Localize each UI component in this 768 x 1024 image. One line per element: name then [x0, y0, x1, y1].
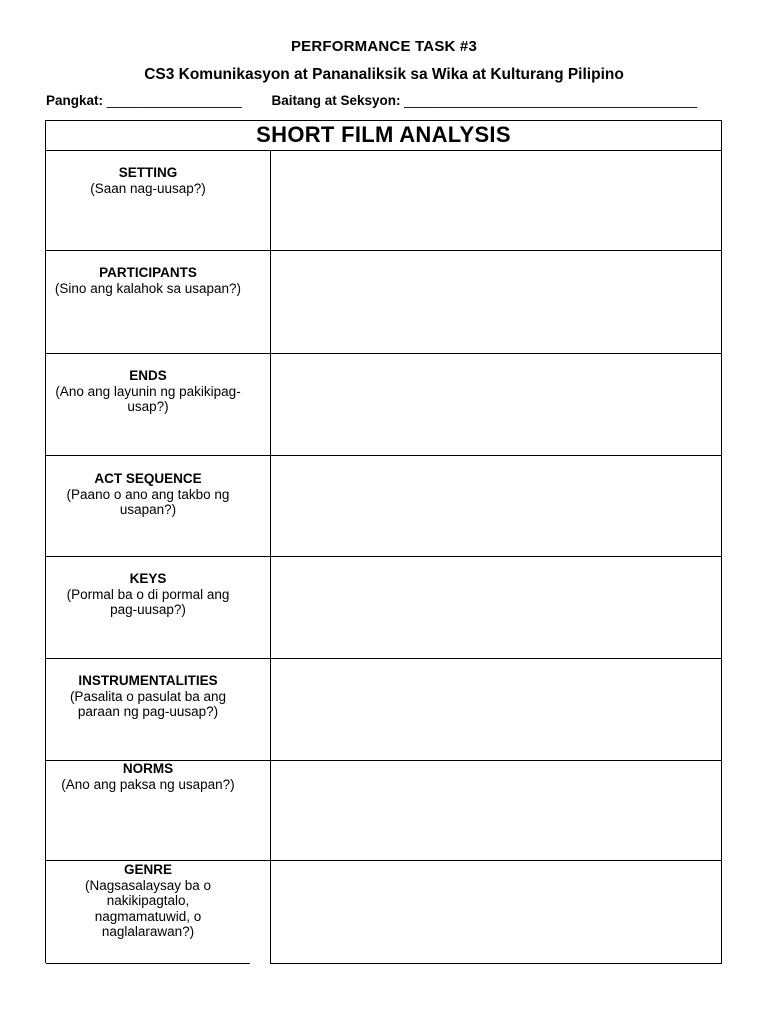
bottom-border-left — [46, 963, 250, 964]
row-label: PARTICIPANTS — [99, 265, 197, 280]
row-question: (Pormal ba o di pormal ang pag-uusap?) — [66, 586, 230, 617]
row-label: ENDS — [129, 368, 167, 383]
pangkat-label: Pangkat: — [46, 93, 104, 108]
setting-label-cell — [46, 165, 250, 196]
setting-answer-cell[interactable] — [271, 152, 722, 250]
row-question: (Ano ang paksa ng usapan?) — [61, 776, 235, 792]
keys-answer-cell[interactable] — [271, 557, 722, 658]
row-question: (Pasalita o pasulat ba ang paraan ng pag-uusap?) — [69, 688, 227, 719]
row-label: ACT SEQUENCE — [94, 471, 202, 486]
act-sequence-answer-cell[interactable] — [271, 456, 722, 556]
ends-label-cell — [46, 368, 250, 415]
pangkat-blank[interactable]: __________________ — [106, 93, 242, 108]
participants-answer-cell[interactable] — [271, 251, 722, 353]
row-question: (Nagsasalaysay ba o nakikipagtalo, nagmamatuwid, o naglalarawan?) — [84, 877, 212, 939]
keys-label-cell — [46, 571, 250, 618]
course-title: CS3 Komunikasyon at Pananaliksik sa Wika at Kulturang Pilipino — [144, 66, 624, 83]
ends-answer-cell[interactable] — [271, 354, 722, 455]
act-sequence-label-cell — [46, 471, 250, 518]
table-title: SHORT FILM ANALYSIS — [46, 121, 721, 151]
task-title: PERFORMANCE TASK #3 — [290, 38, 478, 55]
row-label: GENRE — [123, 862, 172, 877]
baitang-blank[interactable]: _______________________________________ — [404, 93, 698, 108]
instrumentalities-answer-cell[interactable] — [271, 659, 722, 760]
row-question: (Ano ang layunin ng pakikipag-usap?) — [55, 383, 241, 414]
instrumentalities-label-cell — [46, 673, 250, 720]
row-label: INSTRUMENTALITIES — [78, 673, 218, 688]
row-label: KEYS — [129, 571, 167, 586]
row-label: NORMS — [122, 761, 174, 776]
row-question: (Sino ang kalahok sa usapan?) — [54, 280, 242, 296]
baitang-label: Baitang at Seksyon: — [271, 93, 401, 108]
bottom-border-right — [270, 963, 722, 964]
norms-label-cell — [46, 761, 250, 792]
row-question: (Paano o ano ang takbo ng usapan?) — [66, 486, 230, 517]
analysis-table — [45, 120, 722, 963]
genre-label-cell — [46, 862, 250, 940]
row-label: SETTING — [118, 165, 178, 180]
student-info-line — [46, 93, 726, 108]
row-question: (Saan nag-uusap?) — [90, 180, 206, 196]
genre-answer-cell[interactable] — [271, 861, 722, 963]
norms-answer-cell[interactable] — [271, 761, 722, 860]
participants-label-cell — [46, 265, 250, 296]
